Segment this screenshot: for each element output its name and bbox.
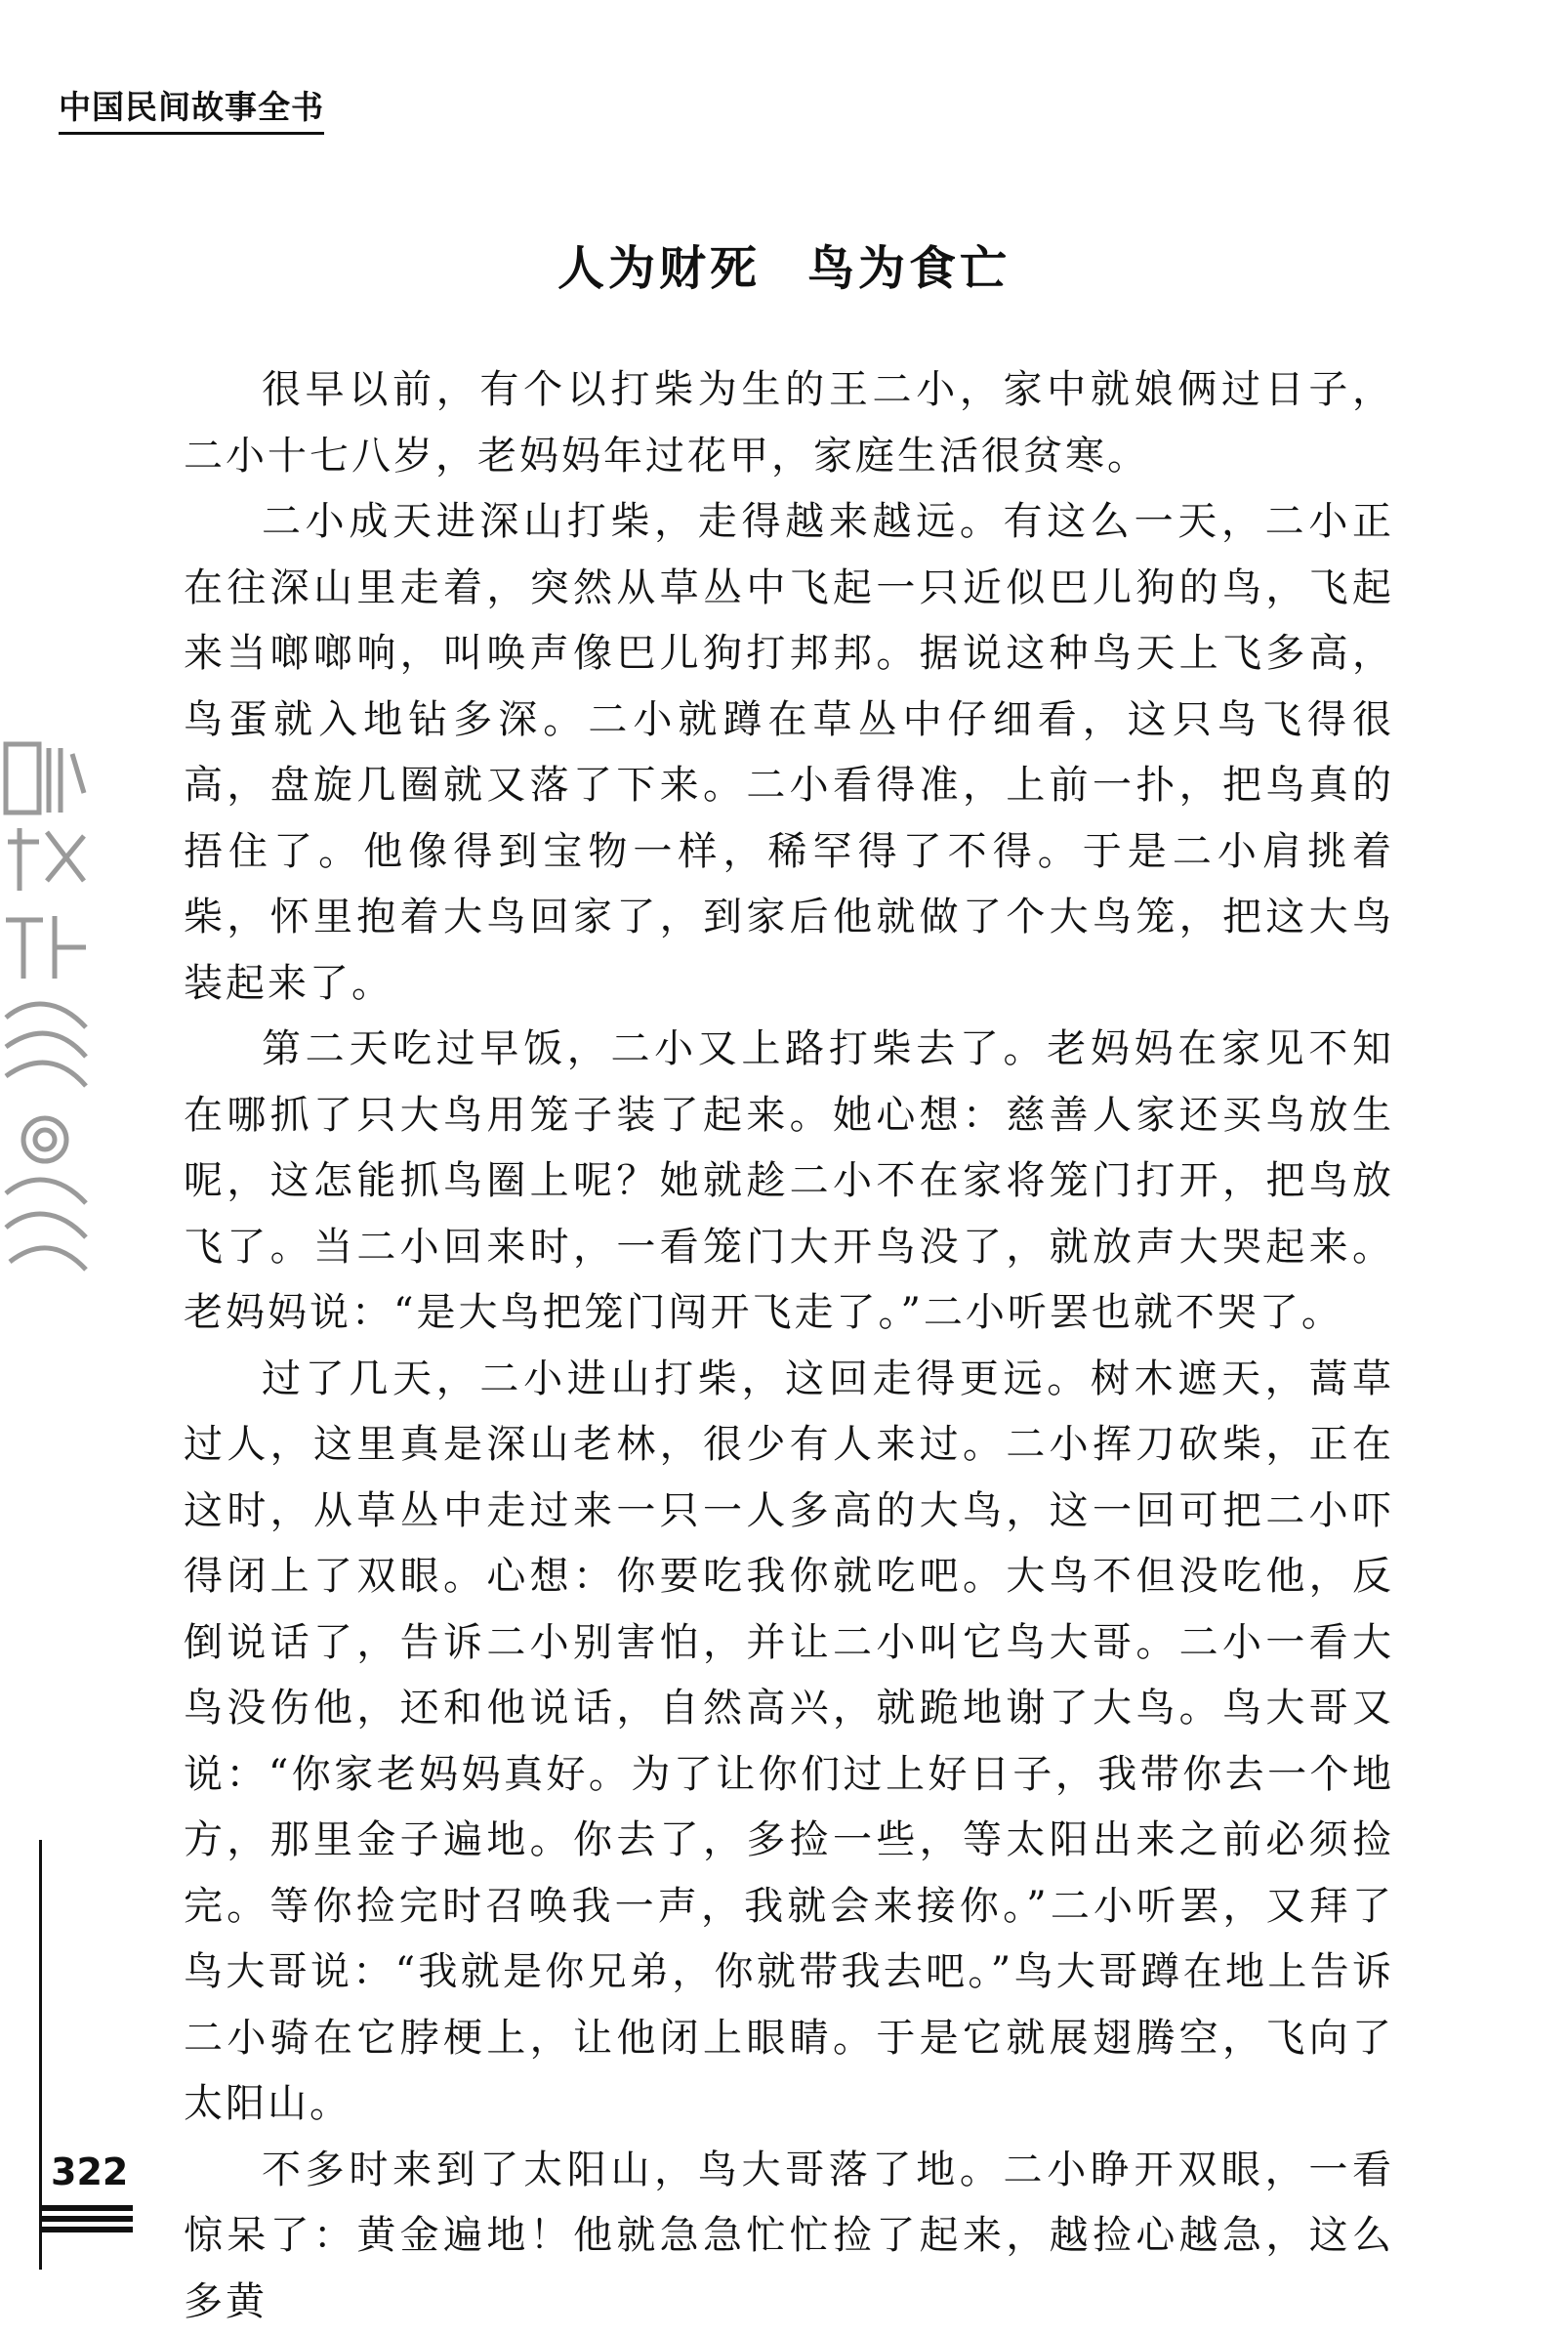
paragraph: 二小成天进深山打柴，走得越来越远。有这么一天，二小正在往深山里走着，突然从草丛中飞起一只近似巴儿狗的鸟，飞起来当啷啷响，叫唤声像巴儿狗打邦邦。据说这种鸟天上飞多高，鸟蛋就入地钻多深。二小就蹲在草丛中仔细看，这只鸟飞得很高，盘旋几圈就又落了下来。二小看得准，上前一扑，把鸟真的捂住了。他像得到宝物一样，稀罕得了不得。于是二小肩挑着柴，怀里抱着大鸟回家了，到家后他就做了个大鸟笼，把这大鸟装起来了。 xyxy=(184,499,1394,1006)
paragraph: 第二天吃过早饭，二小又上路打柴去了。老妈妈在家见不知在哪抓了只大鸟用笼子装了起来。她心想：慈善人家还买鸟放生呢，这怎能抓鸟圈上呢？她就趁二小不在家将笼门打开，把鸟放飞了。当二小回来时，一看笼门大开鸟没了，就放声大哭起来。老妈妈说：“是大鸟把笼门闯开飞走了。”二小听罢也就不哭了。 xyxy=(184,1026,1394,1335)
paragraph: 过了几天，二小进山打柴，这回走得更远。树木遮天，蒿草过人，这里真是深山老林，很少有人来过。二小挥刀砍柴，正在这时，从草丛中走过来一只一人多高的大鸟，这一回可把二小吓得闭上了双眼。心想：你要吃我你就吃吧。大鸟不但没吃他，反倒说话了，告诉二小别害怕，并让二小叫它鸟大哥。二小一看大鸟没伤他，还和他说话，自然高兴，就跪地谢了大鸟。鸟大哥又说：“你家老妈妈真好。为了让你们过上好日子，我带你去一个地方，那里金子遍地。你去了，多捡一些，等太阳出来之前必须捡完。等你捡完时召唤我一声，我就会来接你。”二小听罢，又拜了鸟大哥说：“我就是你兄弟，你就带我去吧。”鸟大哥蹲在地上告诉二小骑在它脖梗上，让他闭上眼睛。于是它就展翅腾空，飞向了太阳山。 xyxy=(184,1356,1394,2126)
story-title xyxy=(0,230,1568,298)
footer-rules xyxy=(39,2205,133,2237)
side-decoration xyxy=(0,734,90,1281)
title-part-2: 鸟为食亡 xyxy=(807,241,1011,296)
title-part-1: 人为财死 xyxy=(557,241,761,296)
book-header: 中国民间故事全书 xyxy=(59,82,324,135)
paragraph: 不多时来到了太阳山，鸟大哥落了地。二小睁开双眼，一看惊呆了：黄金遍地！他就急急忙忙捡了起来，越捡心越急，这么多黄 xyxy=(184,2147,1394,2324)
page-number: 322 xyxy=(51,2150,129,2193)
story-body xyxy=(184,357,1394,2335)
paragraph: 很早以前，有个以打柴为生的王二小，家中就娘俩过日子，二小十七八岁，老妈妈年过花甲，家庭生活很贫寒。 xyxy=(184,367,1394,479)
